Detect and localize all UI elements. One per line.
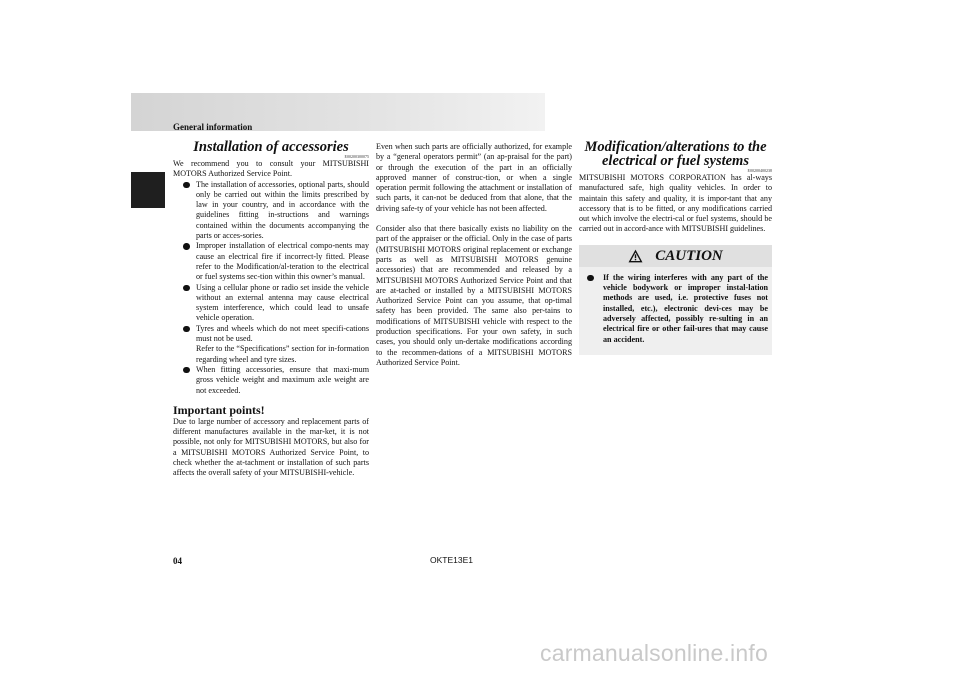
paragraph-liability: Consider also that there basically exists no liability on the part of the appraiser or the official. Only in the case of parts (MITSUBISHI MOTORS original replacement or exchange parts as well as MITSUBISHI MOTORS genuine accessories) that are recommended and released by a MITSUBISHI MOTORS Authorized Service Point and that are at-tached or installed by a MITSUBISHI MOTORS Authorized Service Point can you assume, that op-timal safety has been provided. The same also per-tains to modifications of MITSUBISHI vehicle with respect to the production specifications. For your own safety, in such cases, you should only un-dertake modifications according to the recommen-dations of a MITSUBISHI MOTORS Authorized Service Point.	[376, 224, 572, 367]
list-item	[173, 283, 369, 324]
list-item-text: Improper installation of electrical compo-nents may cause an electrical fire if incorrect-ly fitted. Please refer to the Modification/al-teration to the electrical or fuel systems sec-tion within this owner’s manual.	[196, 241, 369, 282]
list-item-extra-text: Refer to the “Specifications” section for in-formation regarding wheel and tyre sizes.	[196, 344, 369, 364]
section-title-modifications	[579, 140, 772, 168]
list-item-text: If the wiring interferes with any part of the vehicle bodywork or improper instal-lation methods are used, i.e. protective fuses not installed, etc.), electronic devi-ces may be adversely affected, possibly re-sulting in an electrical fire or other fail-ures that may cause an accident.	[603, 272, 768, 344]
watermark-text: carmanualsonline.info	[540, 640, 768, 666]
bullet-dot-icon	[183, 182, 190, 189]
caution-header	[579, 245, 772, 267]
column-3	[579, 140, 772, 355]
bullet-dot-icon	[183, 367, 190, 374]
column-1	[173, 140, 369, 479]
section-code: E00200300075	[344, 154, 369, 159]
page-header-title: General information	[173, 122, 253, 132]
list-item	[173, 180, 369, 242]
important-points-heading: Important points!	[173, 402, 265, 417]
modifications-paragraph: MITSUBISHI MOTORS CORPORATION has al-ways manufactured safe, high quality vehicles. In order to maintain this safety and quality, it is impor-tant that any accessory that is to be fitted, or any modifications carried out which involve the electri-cal or fuel systems, should be carried out in accord-ance with MITSUBISHI guidelines.	[579, 173, 772, 234]
paragraph-authorization: Even when such parts are officially authorized, for example by a “general operators permit” (an ap-praisal for the part) or through the execution of the part in an officially approved manner of construc-tion, or when a single operation permit following the attachment or installation of such parts, it can-not be deduced from that alone, that the driving safe-ty of your vehicle has not been affected.	[376, 142, 572, 213]
warning-triangle-icon	[628, 249, 643, 263]
bullet-dot-icon	[587, 275, 594, 282]
intro-paragraph: We recommend you to consult your MITSUBISHI MOTORS Authorized Service Point.	[173, 159, 369, 179]
list-item	[173, 324, 369, 365]
list-item-text: Tyres and wheels which do not meet specifi-cations must not be used.	[196, 323, 369, 344]
page-number: 04	[173, 556, 182, 566]
important-points-paragraph: Due to large number of accessory and replacement parts of different manufactures available in the mar-ket, it is not possible, not only for MITSUBISHI MOTORS, but also for a MITSUBISHI MOTORS Authorized Service Point, to check whether the at-tachment or installation of such parts affects the overall safety of your MITSUBISHI-vehicle.	[173, 416, 369, 478]
caution-box	[579, 245, 772, 355]
bullet-dot-icon	[183, 285, 190, 292]
caution-bullets	[579, 273, 772, 345]
section-side-tab	[131, 172, 165, 208]
caution-label: CAUTION	[655, 247, 723, 264]
section-title-line-1: Modification/alterations to the	[584, 139, 767, 155]
list-item	[173, 241, 369, 282]
section-title-line-2: electrical or fuel systems	[602, 153, 749, 169]
list-item-text: Using a cellular phone or radio set inside the vehicle without an external antenna may cause electrical system interference, which could lead to unsafe vehicle operation.	[196, 282, 369, 323]
section-code: E00200400238	[747, 168, 772, 173]
bullet-dot-icon	[183, 243, 190, 250]
column-2	[376, 142, 572, 368]
document-code: OKTE13E1	[430, 555, 473, 565]
list-item	[173, 365, 369, 396]
section-title-accessories: Installation of accessories	[193, 139, 349, 155]
list-item-text: When fitting accessories, ensure that maxi-mum gross vehicle weight and maximum axle weight are not exceeded.	[196, 364, 369, 395]
list-item	[579, 273, 772, 345]
accessory-bullets	[173, 180, 369, 396]
bullet-dot-icon	[183, 326, 190, 333]
list-item-text: The installation of accessories, optional parts, should only be carried out within the limits prescribed by law in your country, and in accordance with the guidelines fitting in-structions and warnings contained within the documents accompanying the parts or acces-sories.	[196, 179, 369, 241]
